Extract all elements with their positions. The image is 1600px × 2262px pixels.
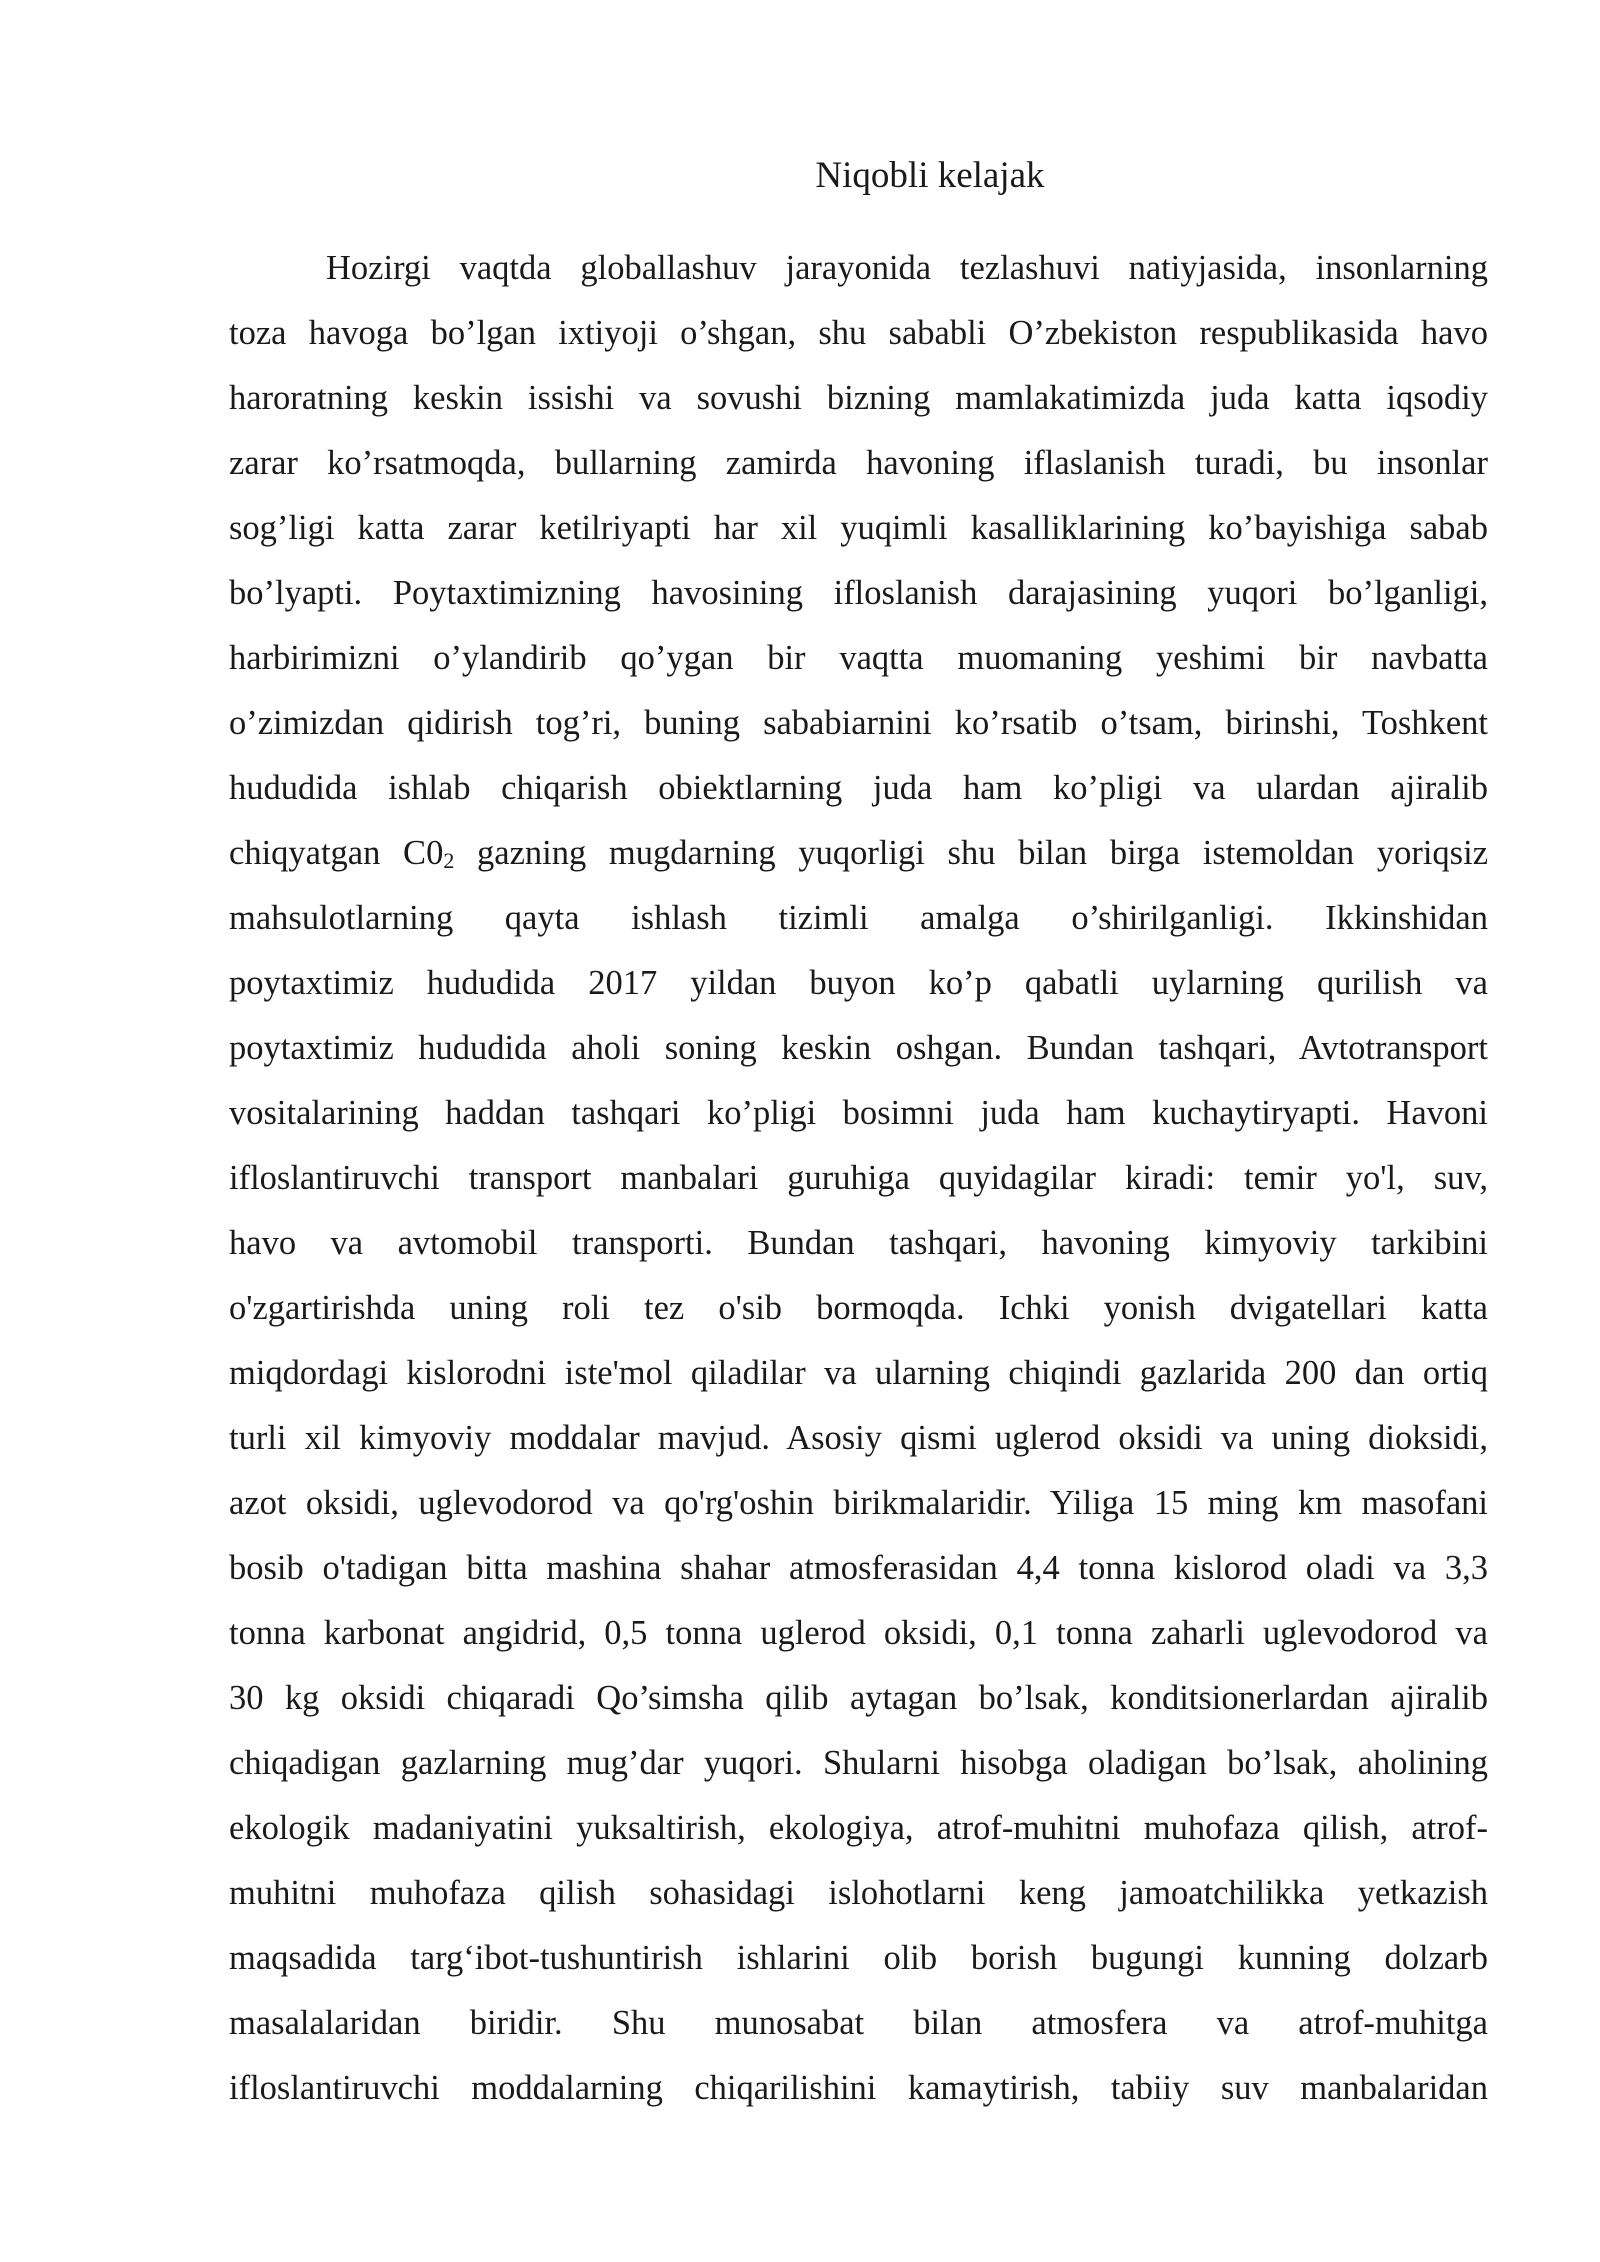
paragraph-line: chiqadigan gazlarning mug’dar yuqori. Shularni hisobga oladigan bo’lsak, aholining [229, 1744, 1488, 1782]
paragraph-line: toza havoga bo’lgan ixtiyoji o’shgan, shu sababli O’zbekiston respublikasida havo [229, 314, 1488, 352]
paragraph-line [229, 821, 1488, 886]
subscript: 2 [443, 848, 455, 873]
paragraph-line: muhitni muhofaza qilish sohasidagi islohotlarni keng jamoatchilikka yetkazish [229, 1874, 1488, 1912]
paragraph-line: azot oksidi, uglevodorod va qo'rg'oshin birikmalaridir. Yiliga 15 ming km masofani [229, 1484, 1488, 1522]
paragraph-line: bo’lyapti. Poytaxtimizning havosining ifloslanish darajasining yuqori bo’lganligi, [229, 574, 1488, 612]
paragraph-line: ekologik madaniyatini yuksaltirish, ekologiya, atrof-muhitni muhofaza qilish, atrof- [229, 1809, 1488, 1847]
text-segment: gazning mugdarning yuqorligi shu bilan birga istemoldan yoriqsiz [454, 834, 1489, 872]
document-title: Niqobli kelajak [815, 155, 1045, 196]
paragraph-line: masalalaridan biridir. Shu munosabat bilan atmosfera va atrof-muhitga [229, 2004, 1488, 2042]
paragraph-line: ifloslantiruvchi moddalarning chiqarilishini kamaytirish, tabiiy suv manbalaridan [229, 2069, 1488, 2107]
paragraph-line: miqdordagi kislorodni iste'mol qiladilar va ularning chiqindi gazlarida 200 dan ortiq [229, 1354, 1488, 1392]
text-segment: chiqyatgan C0 [229, 834, 444, 872]
paragraph-line: mahsulotlarning qayta ishlash tizimli amalga o’shirilganligi. Ikkinshidan [229, 899, 1488, 937]
paragraph-line: poytaxtimiz hududida 2017 yildan buyon ko’p qabatli uylarning qurilish va [229, 964, 1488, 1002]
paragraph-line: zarar ko’rsatmoqda, bullarning zamirda havoning iflaslanish turadi, bu insonlar [229, 444, 1488, 482]
paragraph-line: bosib o'tadigan bitta mashina shahar atmosferasidan 4,4 tonna kislorod oladi va 3,3 [229, 1549, 1488, 1587]
paragraph-line: turli xil kimyoviy moddalar mavjud. Asosiy qismi uglerod oksidi va uning dioksidi, [229, 1419, 1488, 1457]
paragraph-line: o’zimizdan qidirish tog’ri, buning sababiarnini ko’rsatib o’tsam, birinshi, Toshkent [229, 704, 1488, 742]
paragraph-line: ifloslantiruvchi transport manbalari guruhiga quyidagilar kiradi: temir yo'l, suv, [229, 1159, 1488, 1197]
paragraph-line: haroratning keskin issishi va sovushi bizning mamlakatimizda juda katta iqsodiy [229, 379, 1488, 417]
paragraph-line: sog’ligi katta zarar ketilriyapti har xil yuqimli kasalliklarining ko’bayishiga sabab [229, 509, 1488, 547]
paragraph-line: 30 kg oksidi chiqaradi Qo’simsha qilib aytagan bo’lsak, konditsionerlardan ajiralib [229, 1679, 1488, 1717]
paragraph-line: maqsadida targ‘ibot-tushuntirish ishlarini olib borish bugungi kunning dolzarb [229, 1939, 1488, 1977]
paragraph-line: o'zgartirishda uning roli tez o'sib bormoqda. Ichki yonish dvigatellari katta [229, 1289, 1488, 1327]
paragraph-line: hududida ishlab chiqarish obiektlarning juda ham ko’pligi va ulardan ajiralib [229, 769, 1488, 807]
paragraph-line: vositalarining haddan tashqari ko’pligi bosimni juda ham kuchaytiryapti. Havoni [229, 1094, 1488, 1132]
paragraph-line: Hozirgi vaqtda globallashuv jarayonida tezlashuvi natiyjasida, insonlarning [326, 249, 1488, 287]
paragraph-line: tonna karbonat angidrid, 0,5 tonna uglerod oksidi, 0,1 tonna zaharli uglevodorod va [229, 1614, 1488, 1652]
paragraph-line: havo va avtomobil transporti. Bundan tashqari, havoning kimyoviy tarkibini [229, 1224, 1488, 1262]
paragraph-line: poytaxtimiz hududida aholi soning keskin oshgan. Bundan tashqari, Avtotransport [229, 1029, 1488, 1067]
paragraph-line: harbirimizni o’ylandirib qo’ygan bir vaqtta muomaning yeshimi bir navbatta [229, 639, 1488, 677]
document-body [229, 236, 1488, 2121]
